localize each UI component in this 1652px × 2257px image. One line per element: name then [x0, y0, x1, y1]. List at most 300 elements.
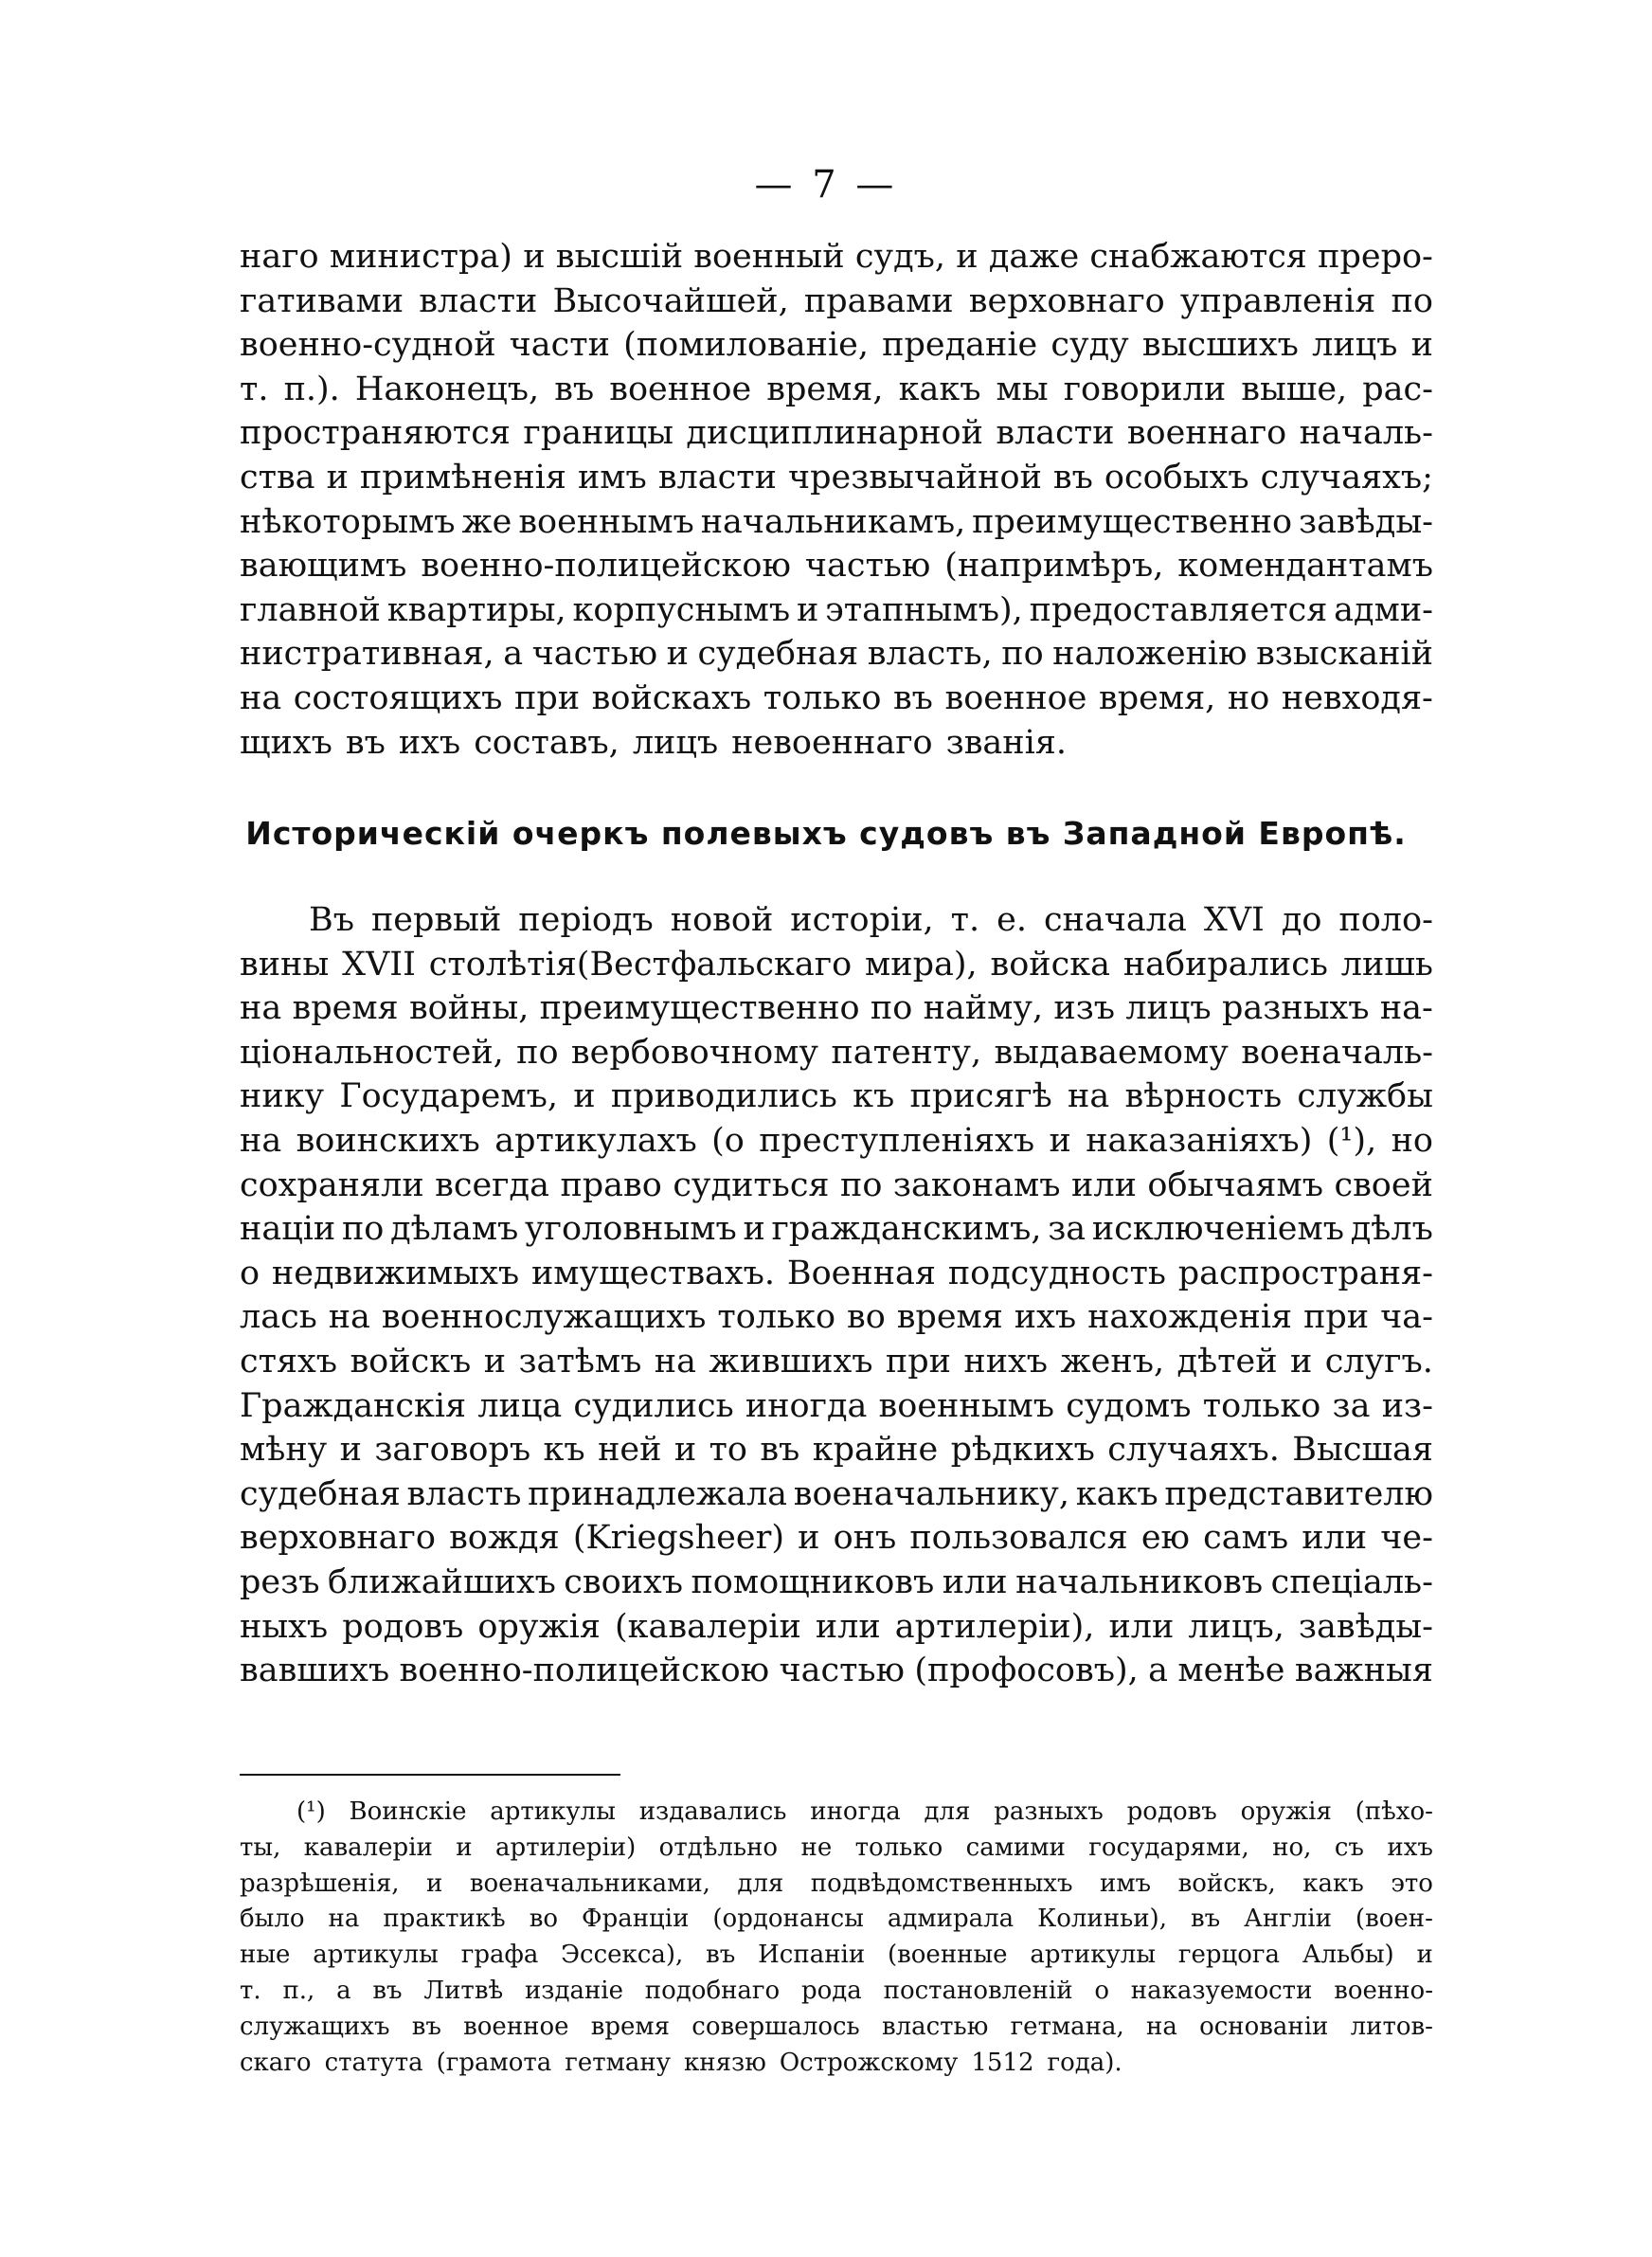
word: на: [1146, 2012, 1177, 2041]
paragraph2-line: [240, 1119, 1433, 1164]
word: вающимъ: [240, 547, 407, 586]
word: высшій: [555, 238, 684, 276]
word: ею: [1140, 1519, 1191, 1558]
word: скаго: [240, 2048, 312, 2077]
word: преимущественно: [972, 502, 1293, 541]
word: Въ: [309, 901, 354, 939]
word: артикулы: [490, 1797, 616, 1826]
word: (воен-: [1355, 1905, 1433, 1934]
word: недвижимыхъ: [271, 1254, 520, 1292]
word: самими: [965, 1833, 1066, 1862]
paragraph2-line: [240, 1295, 1433, 1340]
word: случаяхъ;: [1260, 458, 1433, 497]
word: какъ: [898, 370, 981, 408]
paragraph2-line: [240, 1340, 1433, 1384]
word: только: [717, 1298, 836, 1337]
word: Высшая: [1292, 1431, 1433, 1470]
word: говорили: [1063, 370, 1227, 408]
word: судиться: [673, 1165, 830, 1204]
word: иногда: [745, 1386, 868, 1425]
word: подвѣдомственныхъ: [810, 1869, 1073, 1898]
word: п.).: [283, 370, 340, 408]
paragraph2-line: [240, 1649, 1433, 1693]
word: и: [326, 458, 349, 497]
word: постановленій: [883, 1976, 1073, 2005]
word: распространя-: [1177, 1254, 1433, 1292]
word: о: [240, 1254, 260, 1292]
word: законамъ: [892, 1165, 1061, 1204]
word: суду: [1050, 326, 1129, 365]
word: составъ,: [474, 723, 620, 762]
word: патенту,: [831, 1033, 982, 1072]
word: подобнаго: [644, 1976, 781, 2005]
word: герцога: [1177, 1941, 1280, 1970]
word: литов-: [1350, 2012, 1433, 2041]
word: т.: [240, 1976, 261, 2005]
word: пространяются: [240, 414, 511, 453]
word: крайне: [812, 1431, 939, 1470]
word: для: [737, 1869, 784, 1898]
word: (о: [711, 1121, 745, 1160]
word: прерo-: [1318, 238, 1433, 276]
word: (¹): [296, 1797, 326, 1826]
word: служащихъ: [240, 2012, 390, 2041]
paragraph2-line: [240, 1561, 1433, 1605]
word: мы: [996, 370, 1049, 408]
word: преимущественно: [539, 989, 860, 1028]
word: ціональностей,: [240, 1033, 504, 1072]
footnote-line: [240, 1831, 1433, 1867]
paragraph2-line: [240, 1252, 1433, 1296]
word: частью: [531, 635, 658, 674]
word: кавалеріи: [303, 1833, 433, 1862]
word: (пѣхо-: [1355, 1797, 1433, 1826]
word: иногда: [810, 1797, 901, 1826]
paragraph2-line: [240, 1164, 1433, 1208]
word: обычаямъ: [1147, 1165, 1323, 1204]
word: наказуемости: [1130, 1976, 1313, 2005]
word: нахожденія: [1087, 1298, 1293, 1337]
word: военнослужащихъ: [381, 1298, 707, 1337]
word: ихъ: [398, 723, 461, 762]
word: дѣлъ: [1350, 1210, 1433, 1249]
word: затѣмъ: [518, 1342, 642, 1381]
word: власти: [657, 458, 777, 497]
word: невоеннаго: [731, 723, 933, 762]
word: военное: [463, 2012, 569, 2041]
word: частью: [779, 1652, 906, 1690]
word: вины: [240, 945, 330, 984]
word: сохраняли: [240, 1165, 424, 1204]
word: на: [240, 989, 282, 1028]
word: и: [1049, 1121, 1071, 1160]
word: начальниковъ: [1015, 1562, 1264, 1601]
word: военнымъ: [878, 1386, 1055, 1425]
word: ихъ: [1387, 1833, 1433, 1862]
word: дѣтей: [1176, 1342, 1278, 1381]
word: вождя: [449, 1519, 560, 1558]
word: Англіи: [1244, 1905, 1332, 1934]
word: комендантамъ: [1177, 547, 1433, 586]
word: (ордонансы: [712, 1905, 864, 1934]
word: періодъ: [518, 901, 654, 939]
word: или: [1108, 1607, 1175, 1646]
word: найму,: [923, 989, 1044, 1028]
word: а: [503, 635, 524, 674]
word: предоставляется: [1029, 590, 1328, 629]
word: въ: [706, 1941, 736, 1970]
word: артикулы: [1030, 1941, 1157, 1970]
word: (кавалеріи: [614, 1607, 801, 1646]
word: къ: [543, 1431, 585, 1470]
word: судомъ: [1066, 1386, 1192, 1425]
word: же: [461, 502, 512, 541]
word: родовъ: [342, 1607, 464, 1646]
word: (Kriegsheer): [572, 1519, 784, 1558]
word: и: [456, 1833, 473, 1862]
section-heading: Историческій очеркъ полевыхъ судовъ въ Западной Европѣ.: [245, 815, 1407, 852]
word: выдаваемому: [994, 1033, 1229, 1072]
word: XVII: [342, 945, 416, 984]
paragraph1-line: [240, 456, 1433, 500]
word: высшихъ: [1141, 326, 1299, 365]
word: гетману: [565, 2048, 672, 2077]
word: и: [1289, 1342, 1313, 1381]
word: и: [573, 1077, 596, 1116]
word: т.: [240, 370, 269, 408]
word: адмирала: [887, 1905, 1015, 1934]
word: артикулы: [313, 1941, 439, 1970]
word: артилеріи): [495, 1833, 637, 1862]
word: военачальниками,: [469, 1869, 710, 1898]
word: слугъ.: [1324, 1342, 1433, 1381]
word: мира),: [865, 945, 978, 984]
word: гражданскимъ,: [771, 1210, 1042, 1249]
word: лицъ: [1312, 326, 1398, 365]
word: разныхъ: [1222, 989, 1370, 1028]
word: завѣды-: [1299, 502, 1433, 541]
word: изданіе: [524, 1976, 623, 2005]
word: даже: [988, 238, 1080, 276]
word: частью: [804, 547, 931, 586]
word: войскъ: [350, 1342, 472, 1381]
word: власти: [419, 281, 538, 320]
word: князю: [684, 2048, 766, 2077]
paragraph2-line: [240, 898, 1433, 943]
word: преданіе: [882, 326, 1038, 365]
word: и: [339, 1431, 362, 1470]
word: Гражданскія: [240, 1386, 467, 1425]
word: оружія: [1240, 1797, 1332, 1826]
word: нистративная,: [240, 635, 494, 674]
word: къ: [853, 1077, 895, 1116]
word: из-: [1381, 1386, 1433, 1425]
word: военное: [609, 370, 752, 408]
paragraph1-line: [240, 721, 1433, 766]
word: ближайшихъ: [327, 1562, 556, 1601]
word: и: [1410, 326, 1433, 365]
word: артикулахъ: [494, 1121, 697, 1160]
word: т.: [950, 901, 980, 939]
word: Государемъ,: [339, 1077, 558, 1116]
word: верховнаго: [968, 281, 1165, 320]
word: при: [1303, 1298, 1370, 1337]
word: время: [896, 1298, 1003, 1337]
word: Острожскому: [779, 2048, 959, 2077]
word: въ: [892, 678, 933, 717]
word: во: [846, 1298, 886, 1337]
paragraph2-line: [240, 1605, 1433, 1650]
word: особыхъ: [1104, 458, 1249, 497]
word: и: [798, 1519, 820, 1558]
word: но: [1227, 678, 1270, 717]
word: на: [654, 1342, 696, 1381]
word: верховнаго: [240, 1519, 436, 1558]
word: военно-полицейскою: [421, 547, 791, 586]
word: нику: [240, 1077, 325, 1116]
paragraph2-line: [240, 986, 1433, 1031]
paragraph1-line: [240, 323, 1433, 368]
word: на-: [1379, 989, 1433, 1028]
word: судъ,: [854, 238, 946, 276]
word: адми-: [1334, 590, 1433, 629]
word: и: [523, 238, 546, 276]
footnote-line: [240, 1938, 1433, 1974]
word: лица: [477, 1386, 563, 1425]
footnote-line: [240, 1974, 1433, 2010]
paragraph1-line: [240, 677, 1433, 721]
page-number: — 7 —: [754, 163, 898, 207]
footnote-line: [240, 1902, 1433, 1938]
word: помощниковъ: [691, 1562, 935, 1601]
word: до: [1281, 901, 1322, 939]
word: за: [1048, 1210, 1086, 1249]
word: лишь: [1340, 945, 1433, 984]
paragraph1-line: [240, 411, 1433, 456]
word: по: [516, 1033, 559, 1072]
word: выше,: [1241, 370, 1348, 408]
word: націи: [240, 1210, 336, 1249]
word: первый: [370, 901, 502, 939]
word: ней: [598, 1431, 662, 1470]
word: Испаніи: [758, 1941, 866, 1970]
word: жившихъ: [709, 1342, 873, 1381]
word: этапнымъ),: [825, 590, 1023, 629]
word: вѣрность: [1124, 1077, 1283, 1116]
word: лицъ: [632, 723, 719, 762]
word: какъ: [1302, 1869, 1364, 1898]
paragraph2-line: [240, 1516, 1433, 1561]
word: войскахъ: [591, 678, 752, 717]
word: взысканій: [1256, 635, 1433, 674]
word: разныхъ: [994, 1797, 1104, 1826]
word: своей: [1334, 1165, 1433, 1204]
word: Наконецъ,: [354, 370, 540, 408]
word: имъ: [1100, 1869, 1152, 1898]
word: ныхъ: [240, 1607, 329, 1646]
word: военачальнику,: [793, 1474, 1069, 1513]
word: право: [560, 1165, 662, 1204]
word: преступленіяхъ: [759, 1121, 1035, 1160]
footnote-line: [240, 2046, 1433, 2082]
word: военачаль-: [1241, 1033, 1433, 1072]
word: вавшихъ: [240, 1652, 390, 1690]
word: вербовочному: [570, 1033, 819, 1072]
word: время: [590, 2012, 671, 2041]
word: въ: [345, 723, 386, 762]
word: невходя-: [1281, 678, 1433, 717]
word: Литвѣ: [423, 1976, 504, 2005]
word: е.: [997, 901, 1027, 939]
word: Военная: [786, 1254, 936, 1292]
footnote-line: [240, 1795, 1433, 1831]
word: (профосовъ),: [914, 1652, 1139, 1690]
word: для: [924, 1797, 971, 1826]
word: наложенію: [1052, 635, 1248, 674]
word: уголовнымъ: [525, 1210, 737, 1249]
word: имъ: [577, 458, 647, 497]
word: какъ: [1075, 1474, 1158, 1513]
paragraph2-line: [240, 943, 1433, 987]
word: за: [1332, 1386, 1371, 1425]
paragraph2-line: [240, 1074, 1433, 1119]
word: съ: [1334, 1833, 1364, 1862]
word: по: [840, 1165, 883, 1204]
word: Высочайшей,: [552, 281, 789, 320]
word: и: [1416, 1941, 1433, 1970]
word: ты,: [240, 1833, 281, 1862]
word: но: [1391, 1121, 1433, 1160]
paragraph1-line: [240, 368, 1433, 412]
word: оружія: [477, 1607, 601, 1646]
word: государями,: [1088, 1833, 1249, 1862]
word: дѣламъ: [390, 1210, 519, 1249]
word: примѣненія: [359, 458, 566, 497]
word: по: [1391, 281, 1433, 320]
word: или: [942, 1562, 1008, 1601]
word: въ: [1190, 1905, 1221, 1934]
word: только: [763, 678, 882, 717]
word: (напримѣръ,: [944, 547, 1164, 586]
word: время,: [766, 370, 884, 408]
word: управленія: [1179, 281, 1376, 320]
word: изъ: [1053, 989, 1116, 1028]
paragraph1-line: [240, 632, 1433, 677]
word: по: [1001, 635, 1044, 674]
word: власти: [996, 414, 1115, 453]
word: своихъ: [564, 1562, 684, 1601]
word: военнымъ: [518, 502, 694, 541]
word: судебная: [240, 1474, 401, 1513]
word: артилеріи),: [894, 1607, 1095, 1646]
footnote-divider: [240, 1774, 620, 1776]
word: судились: [573, 1386, 734, 1425]
word: года).: [1047, 2048, 1122, 2077]
word: наказаніяхъ): [1086, 1121, 1313, 1160]
word: важныя: [1294, 1652, 1433, 1690]
word: Эссекса),: [561, 1941, 684, 1970]
word: рода: [801, 1976, 862, 2005]
word: представителю: [1164, 1474, 1433, 1513]
word: заговоръ: [374, 1431, 531, 1470]
word: (военные: [888, 1941, 1008, 1970]
word: основаніи: [1199, 2012, 1329, 2041]
word: или: [1071, 1165, 1137, 1204]
word: то: [709, 1431, 747, 1470]
word: только: [854, 1833, 943, 1862]
word: военно-: [1334, 1976, 1433, 2005]
word: стяхъ: [240, 1342, 338, 1381]
word: военное: [944, 678, 1087, 717]
word: было: [240, 1905, 305, 1934]
body-paragraph-1: [240, 235, 1433, 765]
word: гетмана,: [1010, 2012, 1124, 2041]
word: исключеніемъ: [1091, 1210, 1344, 1249]
word: службы: [1297, 1077, 1433, 1116]
word: XVI: [1203, 901, 1265, 939]
word: по: [341, 1210, 385, 1249]
word: квартиры,: [386, 590, 566, 629]
word: войска: [990, 945, 1110, 984]
word: присягѣ: [909, 1077, 1052, 1116]
paragraph1-line: [240, 500, 1433, 545]
word: но,: [1272, 1833, 1312, 1862]
word: войскъ,: [1177, 1869, 1276, 1898]
word: разрѣшенія,: [240, 1869, 400, 1898]
word: сначала: [1043, 901, 1187, 939]
word: это: [1391, 1869, 1433, 1898]
word: лицъ: [1125, 989, 1212, 1028]
word: на: [328, 1298, 370, 1337]
word: статута: [324, 2048, 423, 2077]
word: имуществахъ.: [530, 1254, 776, 1292]
footnote: [240, 1795, 1433, 2081]
word: военный: [693, 238, 845, 276]
word: женъ,: [1060, 1342, 1165, 1381]
word: совершалось: [691, 2012, 860, 2041]
word: че-: [1380, 1519, 1433, 1558]
paragraph1-line: [240, 235, 1433, 280]
word: и: [666, 635, 689, 674]
word: отдѣльно: [658, 1833, 779, 1862]
word: гативами: [240, 281, 404, 320]
word: лицъ,: [1188, 1607, 1284, 1646]
word: мѣну: [240, 1431, 328, 1470]
paragraph1-line: [240, 588, 1433, 633]
word: исторіи,: [790, 901, 934, 939]
word: поло-: [1338, 901, 1433, 939]
word: и: [796, 590, 819, 629]
word: подсудность: [947, 1254, 1166, 1292]
word: графа: [460, 1941, 539, 1970]
word: и: [956, 238, 979, 276]
word: судебная: [697, 635, 859, 674]
word: или: [1302, 1519, 1368, 1558]
word: ства: [240, 458, 315, 497]
word: при: [514, 678, 581, 717]
word: пользовался: [909, 1519, 1128, 1558]
word: столѣтія(Вестфальскаго: [428, 945, 853, 984]
word: и: [483, 1342, 507, 1381]
word: резъ: [240, 1562, 320, 1601]
word: время: [292, 989, 399, 1028]
word: а: [336, 1976, 351, 2005]
word: и: [426, 1869, 443, 1898]
word: нѣкоторымъ: [240, 502, 456, 541]
word: практикѣ: [383, 1905, 506, 1934]
word: власть: [406, 1474, 522, 1513]
word: принадлежала: [528, 1474, 788, 1513]
